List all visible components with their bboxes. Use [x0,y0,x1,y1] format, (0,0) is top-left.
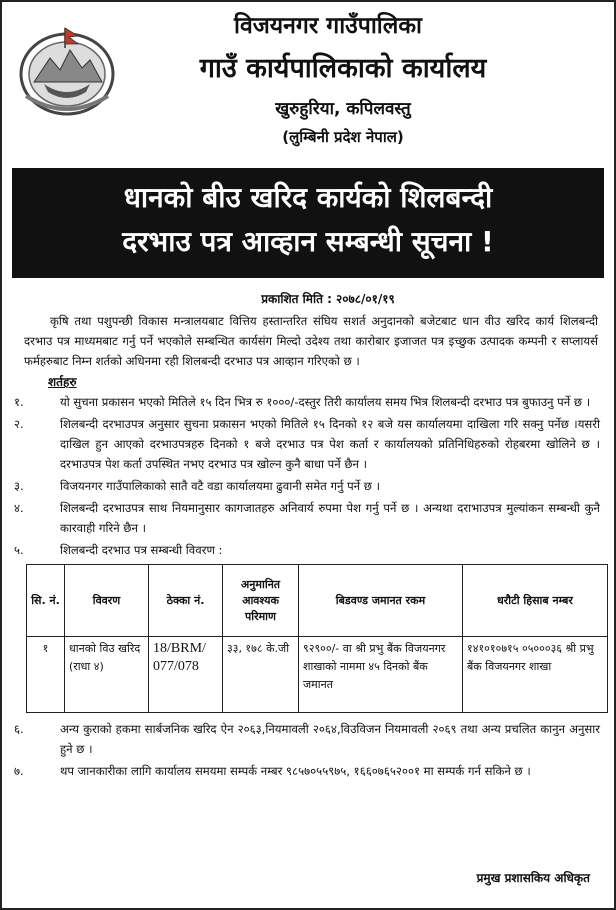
province-name: (लुम्बिनी प्रदेश नेपाल) [282,128,404,146]
table-cell: धानको विउ खरिद (राधा ४) [65,637,149,713]
term-item-3 [14,476,600,496]
table-cell: १ [27,637,65,713]
term-text: शिलबन्दी दरभाउपत्र साथ नियमानुसार कागजातहरु अनिवार्य रुपमा पेश गर्नु पर्ने छ । अन्यथा दराभाउपत्र मुल्यांकन सम्बन्धी कुनै कारवाही गरिने छैन । [60,501,600,535]
column-header: विवरण [65,565,149,637]
term-item-6 [14,719,600,759]
term-number: ५. [14,543,24,557]
table-cell: १४१०१०७१५ ०५०००३६ श्री प्रभु बैंक विजयनगर शाखा [463,637,608,713]
terms-heading: शर्तहरु [48,375,77,389]
term-text: शिलबन्दी दरभाउ पत्र सम्बन्धी विवरण : [60,543,223,557]
municipality-name: विजयनगर गाउँपालिका [234,13,422,39]
banner-line-1: धानको बीउ खरिद कार्यको शिलबन्दी [123,181,493,214]
term-item-1 [14,392,600,412]
banner-line-2: दरभाउ पत्र आव्हान सम्बन्धी सूचना ! [122,225,494,258]
term-item-2 [14,414,600,474]
term-item-7 [14,761,600,781]
column-header: अनुमानित आवश्यक परिमाण [223,565,299,637]
table-cell: ९२९००/- वा श्री प्रभु बैंक विजयनगर शाखाको नाममा ४५ दिनको बैंक जमानत [299,637,463,713]
office-name: गाउँ कार्यपालिकाको कार्यालय [199,53,487,84]
term-number: ४. [14,501,24,515]
table-cell: ३३, १७८ के.जी [223,637,299,713]
published-date: प्रकाशित मिति : २०७८/०१/१९ [261,292,395,306]
column-header: ठेक्का नं. [149,565,223,637]
term-text: थप जानकारीका लागि कार्यालय समयमा सम्पर्क नम्बर ९८५७०५५९७५, १६६०७६५२००१ मा सम्पर्क गर्न सकिने छ । [60,764,531,778]
header [2,2,614,164]
signature-title: प्रमुख प्रशासकिय अधिकृत [476,871,590,885]
term-number: २. [14,417,24,431]
bid-details-table [26,564,608,713]
term-number: १. [14,395,24,409]
term-number: ३. [14,479,24,493]
term-text: यो सुचना प्रकासन भएको मितिले १५ दिन भित्र रु १०००/-दस्तुर तिरी कार्यालय समय भित्र शिलबन्दी दरभाउ पत्र बुफाउनु पर्ने छ । [60,395,591,409]
column-header: बिडवण्ड जमानत रकम [299,565,463,637]
term-item-5 [14,540,600,560]
term-number: ७. [14,764,24,778]
term-text: अन्य कुराको हकमा सार्बजनिक खरिद ऐन २०६३,नियमावली २०६४,विउविजन नियमावली २०६९ तथा अन्य प्रचलित कानुन अनुसार हुने छ । [60,722,600,756]
table-cell: 18/BRM/ 077/078 [149,637,223,713]
column-header: सि. नं. [27,565,65,637]
table-row [27,637,608,713]
term-item-4 [14,498,600,538]
term-text: शिलबन्दी दरभाउपत्र अनुसार सुचना प्रकासन भएको मितिले १५ दिनको १२ बजे यस कार्यालयमा दाखिला गरि सक्नु पर्नेछ ।यसरी दाखिल हुन आएको दरभाउपत्रहरु दिनको १ बजे दरभाउ पत्र पेश कर्ता र कार्यालयको प्रतिनिधिहरुको रोहबरमा खोलिने छ ।दरभाउपत्र पेश कर्ता उपस्थित नभए दरभाउ पत्र खोल्न कुनै बाधा पर्ने छैन । [60,417,600,471]
term-number: ६. [14,722,24,736]
column-header: धरौटी हिसाब नम्बर [463,565,608,637]
intro-paragraph: कृषि तथा पशुपन्छी विकास मन्त्रालयबाट वित्तिय हस्तान्तरित संघिय सशर्त अनुदानको बजेटबाट धान वीउ खरिद कार्य शिलबन्दी दरभाउ पत्र माध्यमबाट गर्नु पर्ने भएकोले सम्बन्धित कार्यसंग मिल्दो उदेश्य तथा कारोबार इजाजत पत्र इच्छुक उत्पादक कम्पनी र सप्लायर्स फर्महरुबाट निम्न शर्तको अधिनमा रही शिलबन्दी दरभाउ पत्र आव्हान गरिएको छ । [24,314,598,368]
table-header-row [27,565,608,637]
term-text: विजयनगर गाउँपालिकाको सातै वटै वडा कार्यालयमा ढुवानी समेत गर्नु पर्ने छ । [60,479,381,493]
notice-title-banner [12,168,604,278]
office-location: खुरुहुरिया, कपिलवस्तु [275,99,411,119]
